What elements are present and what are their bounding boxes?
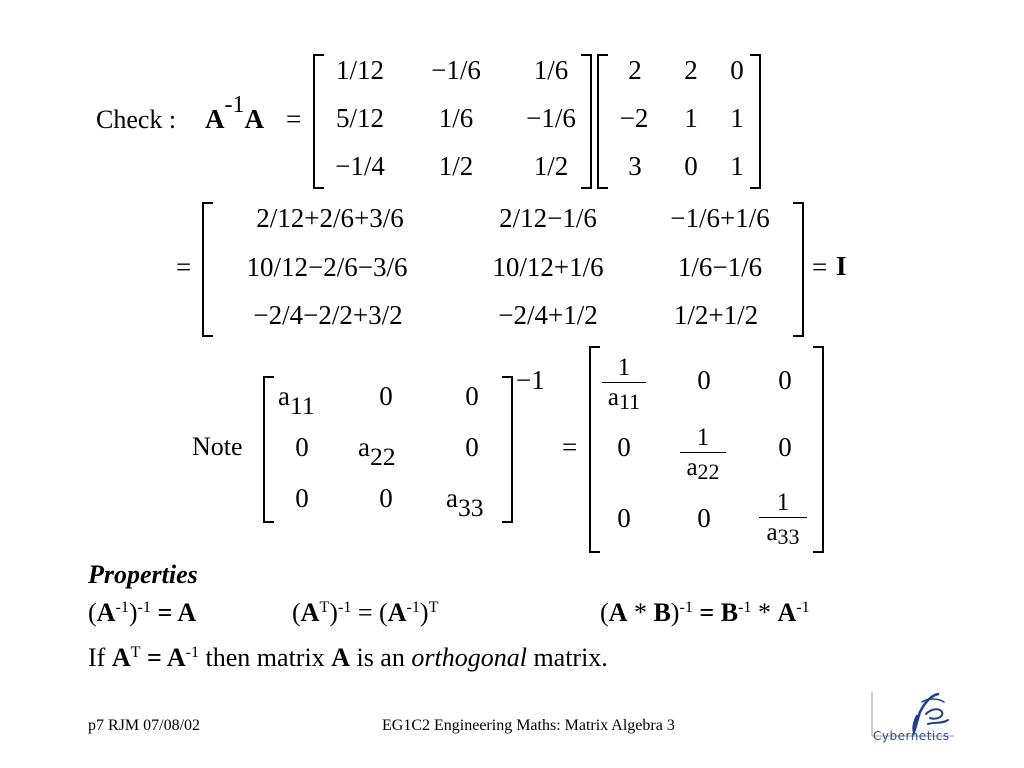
sum-equals-left: = [176,252,192,282]
identity-symbol: I [836,251,847,281]
equals: = ( [351,598,388,627]
matrix-symbol: A [387,598,407,627]
inv-diag-zero: 0 [697,365,711,395]
inv-diag-zero: 0 [778,365,792,395]
diag-zero: 0 [295,483,309,513]
diag-subscript: 22 [697,459,720,484]
equals: = [150,598,178,627]
a-cell: 0 [684,151,698,181]
matrix-a-symbol: A [205,104,225,134]
cybernetics-logo [868,690,956,748]
diag-a11 [278,383,315,419]
fraction-one-over-a22 [680,424,726,484]
superscript: -1 [137,599,151,617]
diag-subscript: 22 [369,441,396,471]
property-double-inverse [88,600,196,626]
paren: ) [329,598,338,627]
property-product-inverse [600,600,810,626]
inverse-cell: −1/6 [526,103,576,133]
inv-diag-zero: 0 [778,432,792,462]
a-cell: −2 [619,103,649,133]
paren: ) [128,598,138,627]
matrix-symbol: A [111,643,131,672]
matrix-symbol: A [96,598,116,627]
sum-cell: 1/2+1/2 [673,300,759,330]
inverse-cell: 1/6 [533,55,569,85]
text: then matrix [199,643,332,672]
diag-a33 [446,485,484,521]
superscript: T [319,599,330,617]
diag-subscript: 11 [618,389,641,414]
paren: ( [600,598,609,627]
a-cell: 1 [730,103,744,133]
superscript: -1 [337,599,352,617]
a-cell: 3 [628,151,642,181]
inv-diag-zero: 0 [697,503,711,533]
fraction-denominator [680,453,726,484]
fraction-numerator: 1 [776,489,790,516]
superscript: -1 [406,599,420,617]
superscript: -1 [738,599,752,617]
properties-title: Properties [88,560,198,589]
inverse-matrix-right-bracket [581,54,592,189]
inv-diag-zero: 0 [617,503,631,533]
inverse-cell: −1/6 [431,55,481,85]
superscript: -1 [185,644,200,662]
inverse-matrix-left-bracket [313,54,324,189]
inverse-cell: 5/12 [335,103,385,133]
check-label: Check : [96,105,177,134]
a-matrix-right-bracket [750,54,761,189]
sum-matrix-right-bracket [793,202,804,337]
sum-cell: 2/12+2/6+3/6 [256,203,404,233]
footer-center: EG1C2 Engineering Maths: Matrix Algebra 3 [382,717,675,734]
times: * [751,598,778,627]
paren: ( [292,598,301,627]
sum-cell: 10/12−2/6−3/6 [246,252,408,282]
fraction-numerator: 1 [617,354,631,381]
paren: ( [88,598,97,627]
text: is an [349,643,412,672]
fraction-one-over-a11 [602,354,646,414]
sum-cell: −2/4−2/2+3/2 [253,300,403,330]
diag-letter: a [607,384,619,411]
diag-subscript: 33 [777,524,800,549]
superscript: -1 [115,599,129,617]
sum-cell: −2/4+1/2 [498,300,598,330]
matrix-symbol: B [653,598,671,627]
fraction-denominator [759,518,807,549]
diag-inverse-superscript: −1 [516,365,545,395]
text: matrix. [526,643,608,672]
diag-letter: a [358,432,370,462]
diag-letter: a [766,519,778,546]
superscript: T [130,644,141,662]
diag-matrix-right-bracket [502,376,513,523]
matrix-symbol: A [331,643,350,672]
orthogonal-word: orthogonal [411,643,527,672]
a-cell: 0 [730,55,744,85]
sum-matrix-left-bracket [202,202,213,337]
diag-letter: a [686,454,698,481]
diag-zero: 0 [465,432,479,462]
note-equals: = [562,432,578,462]
orthogonal-definition [88,645,608,671]
logo-text: Cybernetics [873,729,950,743]
inv-diag-right-bracket [813,346,824,553]
inverse-cell: 1/12 [335,55,385,85]
equals: = [692,598,721,627]
fraction-one-over-a33 [759,489,807,549]
superscript: T [428,599,439,617]
a-cell: 2 [684,55,698,85]
inverse-superscript: -1 [224,92,245,118]
matrix-a-symbol-2: A [244,104,264,134]
matrix-symbol: B [720,598,739,627]
diag-subscript: 33 [457,492,484,522]
a-cell: 1 [730,151,744,181]
paren: ) [419,598,429,627]
property-transpose-inverse [292,600,438,626]
times: * [627,598,654,627]
superscript: -1 [796,599,810,617]
diag-matrix-left-bracket [263,376,274,523]
equals: = [140,643,167,672]
diag-letter: a [446,483,458,513]
diag-zero: 0 [379,483,393,513]
a-cell: 1 [684,103,698,133]
inverse-cell: 1/6 [438,103,474,133]
matrix-symbol: A [177,598,197,627]
diag-subscript: 11 [289,390,315,420]
inverse-cell: 1/2 [438,151,474,181]
sum-cell: −1/6+1/6 [670,203,770,233]
diag-zero: 0 [295,432,309,462]
diag-letter: a [278,381,290,411]
matrix-symbol: A [777,598,797,627]
diag-zero: 0 [379,381,393,411]
superscript: -1 [679,599,693,617]
check-equals: = [286,104,302,134]
a-cell: 2 [628,55,642,85]
a-matrix-left-bracket [597,54,608,189]
inv-diag-left-bracket [589,346,600,553]
fraction-numerator: 1 [696,424,710,451]
matrix-symbol: A [608,598,628,627]
text: If [88,643,112,672]
diag-zero: 0 [465,381,479,411]
sum-cell: 10/12+1/6 [492,252,604,282]
sum-cell: 1/6−1/6 [677,252,763,282]
footer-left: p7 RJM 07/08/02 [88,717,201,734]
paren: ) [670,598,680,627]
inv-diag-zero: 0 [617,432,631,462]
sum-equals-right: = [812,252,828,282]
diag-a22 [358,434,396,470]
matrix-symbol: A [166,643,186,672]
fraction-denominator [602,383,646,414]
inverse-cell: 1/2 [533,151,569,181]
sum-cell: 2/12−1/6 [499,203,597,233]
inverse-cell: −1/4 [335,151,385,181]
note-label: Note [192,432,243,461]
check-lhs [205,92,264,134]
matrix-symbol: A [300,598,320,627]
